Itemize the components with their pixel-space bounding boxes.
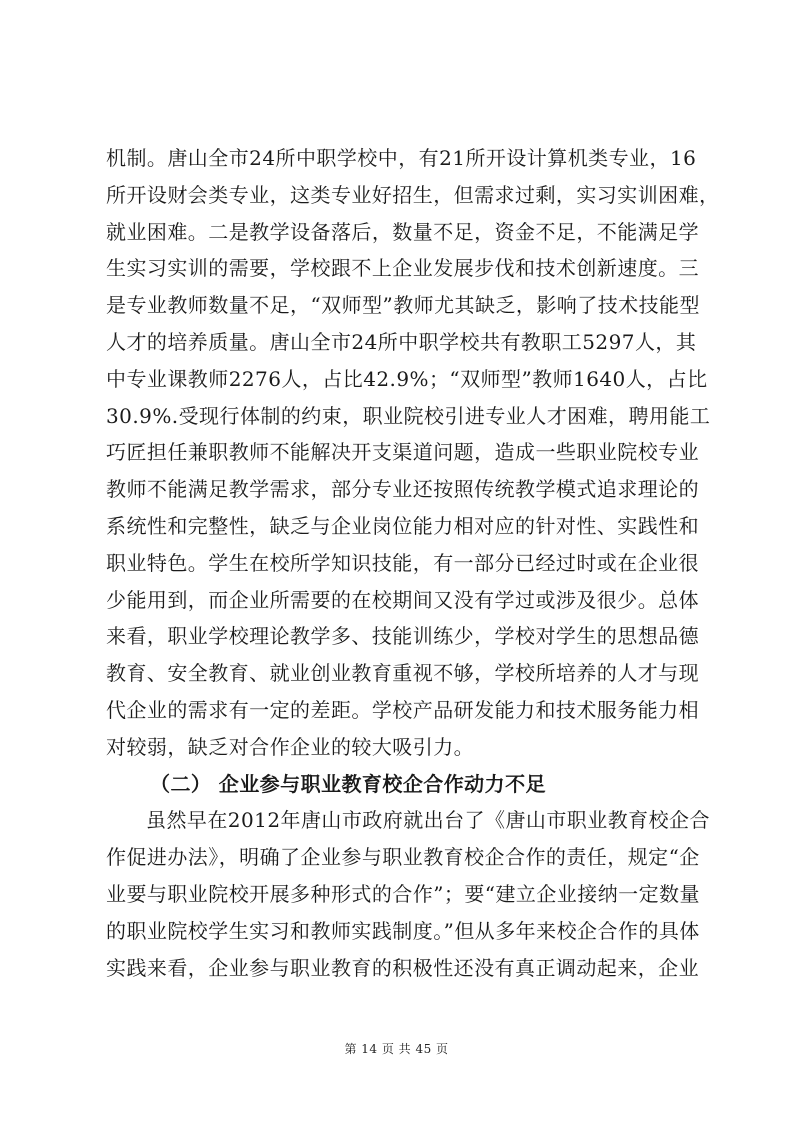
text-line: 系统性和完整性，缺乏与企业岗位能力相对应的针对性、实践性和	[106, 513, 700, 538]
text-line: 的职业院校学生实习和教师实践制度。”但从多年来校企合作的具体	[106, 918, 700, 943]
text-line: 机制。唐山全市24所中职学校中，有21所开设计算机类专业，16	[106, 146, 697, 170]
text-line: 来看，职业学校理论教学多、技能训练少，学校对学生的思想品德	[106, 624, 700, 649]
text-line: 职业特色。学生在校所学知识技能，有一部分已经过时或在企业很	[106, 550, 700, 575]
text-line: 30.9%.受现行体制的约束，职业院校引进专业人才困难，聘用能工	[106, 403, 711, 428]
text-line: 中专业课教师2276人，占比42.9%；“双师型”教师1640人，占比	[106, 366, 708, 391]
text-line: 对较弱，缺乏对合作企业的较大吸引力。	[106, 734, 475, 759]
document-body	[106, 140, 720, 986]
paragraph-2	[106, 802, 710, 986]
text-line: 业要与职业院校开展多种形式的合作”；要“建立企业接纳一定数量	[106, 881, 700, 906]
text-line: 少能用到，而企业所需要的在校期间又没有学过或涉及很少。总体	[106, 587, 700, 612]
text-line: 巧匠担任兼职教师不能解决开支渠道问题，造成一些职业院校专业	[106, 440, 700, 465]
text-line: 实践来看，企业参与职业教育的积极性还没有真正调动起来，企业	[106, 955, 700, 980]
text-line: 生实习实训的需要，学校跟不上企业发展步伐和技术创新速度。三	[106, 256, 700, 281]
text-line: 人才的培养质量。唐山全市24所中职学校共有教职工5297人，其	[106, 329, 697, 354]
text-line: 教育、安全教育、就业创业教育重视不够，学校所培养的人才与现	[106, 661, 700, 686]
page-number-footer: 第 14 页 共 45 页	[344, 1042, 449, 1056]
text-line: 代企业的需求有一定的差距。学校产品研发能力和技术服务能力相	[106, 697, 700, 722]
text-line: 是专业教师数量不足，“双师型”教师尤其缺乏，影响了技术技能型	[106, 293, 700, 318]
text-line: 教师不能满足教学需求，部分专业还按照传统教学模式追求理论的	[106, 477, 700, 502]
text-line: 作促进办法》，明确了企业参与职业教育校企合作的责任，规定“企	[106, 845, 700, 870]
section-heading: （二） 企业参与职业教育校企合作动力不足	[150, 771, 546, 796]
text-line: 就业困难。二是教学设备落后，数量不足，资金不足，不能满足学	[106, 219, 700, 244]
text-line: 所开设财会类专业，这类专业好招生，但需求过剩，实习实训困难，	[106, 182, 720, 207]
text-line: 虽然早在2012年唐山市政府就出台了《唐山市职业教育校企合	[146, 808, 710, 833]
paragraph-1	[106, 140, 720, 766]
